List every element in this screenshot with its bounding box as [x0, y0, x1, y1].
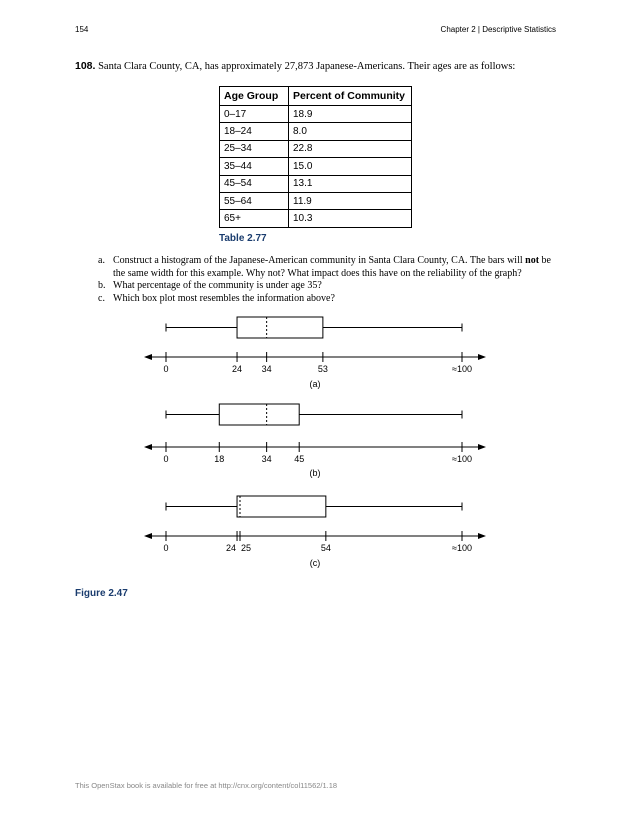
tick-label: 0 — [163, 364, 169, 374]
table-row — [220, 210, 412, 227]
problem-statement — [75, 60, 515, 72]
box-plots-figure — [0, 300, 630, 580]
table-row — [220, 158, 412, 175]
box-iqr — [219, 404, 299, 425]
percent-cell: 10.3 — [289, 210, 412, 227]
arrow-left-icon — [144, 533, 152, 539]
box-iqr — [237, 496, 326, 517]
tick-label: 34 — [261, 454, 272, 464]
box-iqr — [237, 317, 323, 338]
table-caption: Table 2.77 — [219, 233, 267, 244]
tick-label: ≈100 — [452, 364, 472, 374]
question-text: What percentage of the community is under age 35? — [113, 280, 322, 291]
question-label: c. — [98, 292, 105, 304]
tick-label: ≈100 — [452, 454, 472, 464]
problem-text: Santa Clara County, CA, has approximately 27,873 Japanese-Americans. Their ages are as follows: — [98, 61, 516, 72]
tick-label: 53 — [317, 364, 328, 374]
figure-caption: Figure 2.47 — [75, 588, 128, 599]
percent-cell: 18.9 — [289, 106, 412, 123]
age-table — [219, 86, 412, 228]
percent-cell: 8.0 — [289, 123, 412, 140]
question-text: Construct a histogram of the Japanese-American community in Santa Clara County, CA. The bars will not be the same width for this example. Why not? What impact does this have on the reliability of the graph? — [113, 255, 551, 279]
tick-label: 54 — [320, 543, 331, 553]
arrow-right-icon — [478, 444, 486, 450]
problem-number: 108. — [75, 60, 96, 72]
percent-cell: 22.8 — [289, 140, 412, 157]
age-group-cell: 0–17 — [220, 106, 289, 123]
plot-label: (a) — [309, 379, 321, 389]
tick-label: 45 — [294, 454, 305, 464]
age-group-cell: 25–34 — [220, 140, 289, 157]
table-row — [220, 175, 412, 192]
tick-label: 25 — [241, 543, 252, 553]
table-row — [220, 192, 412, 209]
table-row — [220, 140, 412, 157]
tick-label: 24 — [232, 364, 243, 374]
table-row — [220, 106, 412, 123]
plot-label: (b) — [309, 468, 321, 478]
table-header-percent: Percent of Community — [289, 87, 412, 106]
page-number: 154 — [75, 25, 89, 34]
percent-cell: 13.1 — [289, 175, 412, 192]
age-group-cell: 18–24 — [220, 123, 289, 140]
question-list — [98, 255, 558, 305]
page-footer: This OpenStax book is available for free at http://cnx.org/content/col11562/1.18 — [75, 781, 338, 790]
tick-label: ≈100 — [452, 543, 472, 553]
arrow-left-icon — [144, 444, 152, 450]
percent-cell: 15.0 — [289, 158, 412, 175]
chapter-header: Chapter 2 | Descriptive Statistics — [440, 25, 556, 34]
question-text: Which box plot most resembles the information above? — [113, 292, 335, 304]
plot-label: (c) — [309, 558, 321, 568]
tick-label: 0 — [163, 543, 169, 553]
arrow-right-icon — [478, 533, 486, 539]
question-label: b. — [98, 280, 106, 291]
tick-label: 0 — [163, 454, 169, 464]
arrow-left-icon — [144, 354, 152, 360]
tick-label: 24 — [226, 543, 237, 553]
table-header-age-group: Age Group — [220, 87, 289, 106]
question-b — [98, 280, 558, 293]
arrow-right-icon — [478, 354, 486, 360]
table-row — [220, 123, 412, 140]
question-a — [98, 255, 558, 280]
tick-label: 18 — [214, 454, 225, 464]
percent-cell: 11.9 — [289, 192, 412, 209]
age-group-cell: 65+ — [220, 210, 289, 227]
question-label: a. — [98, 255, 105, 266]
tick-label: 34 — [261, 364, 272, 374]
age-group-cell: 35–44 — [220, 158, 289, 175]
age-group-cell: 55–64 — [220, 192, 289, 209]
age-group-cell: 45–54 — [220, 175, 289, 192]
